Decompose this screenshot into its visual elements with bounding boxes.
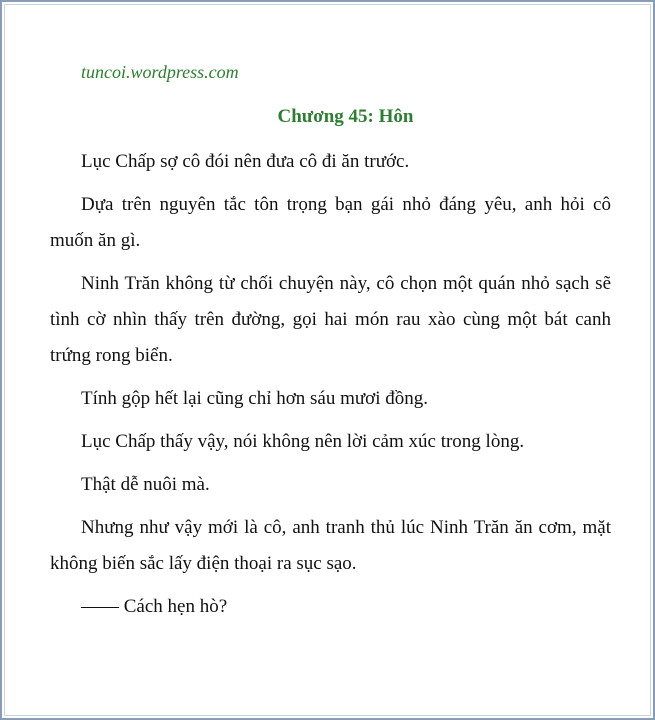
source-site-label: tuncoi.wordpress.com [81, 62, 239, 82]
paragraph: Ninh Trăn không từ chối chuyện này, cô chọn một quán nhỏ sạch sẽ tình cờ nhìn thấy trên đường, gọi hai món rau xào cùng một bát canh trứng rong biển. [50, 273, 611, 366]
paragraph: Lục Chấp sợ cô đói nên đưa cô đi ăn trước. [81, 151, 410, 172]
chapter-title: Chương 45: Hôn [277, 106, 414, 127]
paragraph: Nhưng như vậy mới là cô, anh tranh thủ lúc Ninh Trăn ăn cơm, mặt không biến sắc lấy điện thoại ra sục sạo. [50, 517, 611, 574]
paragraph: —— Cách hẹn hò? [81, 596, 228, 617]
chapter-body [50, 144, 611, 632]
paragraph: Thật dễ nuôi mà. [81, 474, 210, 495]
paragraph: Dựa trên nguyên tắc tôn trọng bạn gái nhỏ đáng yêu, anh hỏi cô muốn ăn gì. [50, 194, 611, 251]
paragraph: Lục Chấp thấy vậy, nói không nên lời cảm xúc trong lòng. [81, 431, 525, 452]
paragraph: Tính gộp hết lại cũng chỉ hơn sáu mươi đồng. [81, 388, 429, 409]
